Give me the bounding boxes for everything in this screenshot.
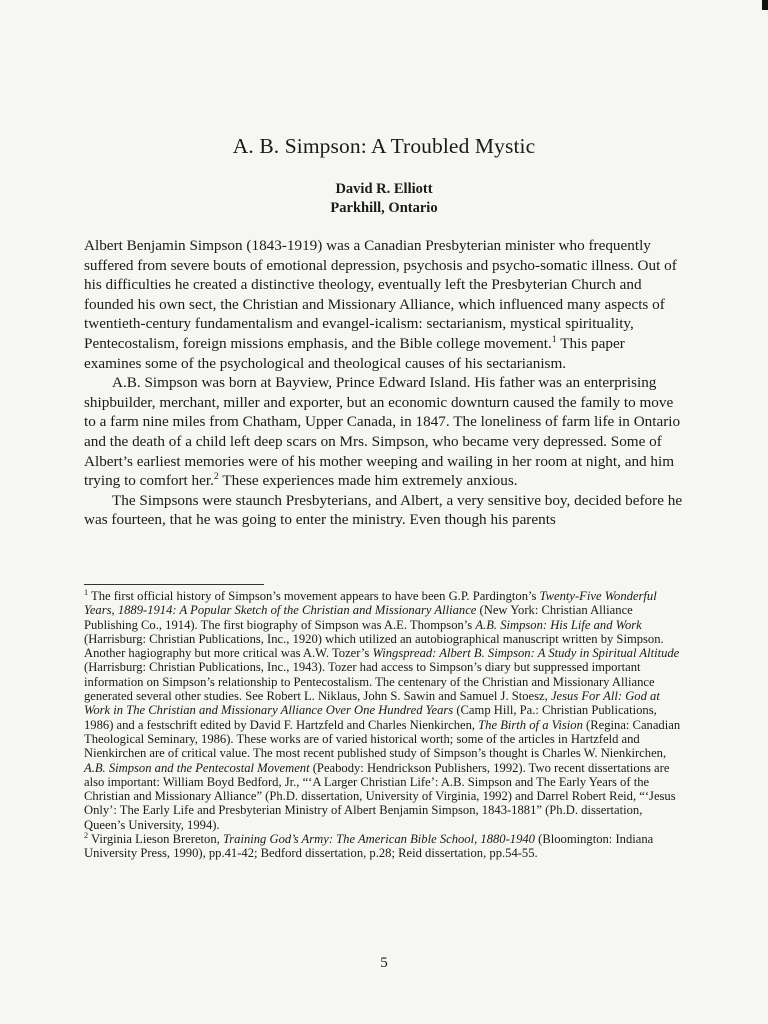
footnote-1-title: Jesus For All: God at Work in The Christian and Missionary Alliance Over One Hundred Years xyxy=(84,689,660,718)
scan-corner-mark xyxy=(762,0,768,10)
footnote-1 xyxy=(84,589,684,832)
body-paragraph-2-text: A.B. Simpson was born at Bayview, Prince Edward Island. His father was an enterprising shipbuilder, merchant, miller and exporter, but an economic downturn caused the family to move to a farm nine miles from Chatham, Upper Canada, in 1847. The loneliness of farm life in Ontario and the death of a child left deep scars on Mrs. Simpson, who became very depressed. Some of Albert’s earliest memories were of his mother weeping and wailing in her room at night, and him trying to comfort her. xyxy=(84,374,681,490)
footnote-ref-1: 1 xyxy=(551,333,557,345)
article-title: A. B. Simpson: A Troubled Mystic xyxy=(232,134,536,158)
author-name: David R. Elliott xyxy=(335,181,433,197)
footnote-1-title: A.B. Simpson and the Pentecostal Movement xyxy=(84,760,310,775)
footnote-ref-2: 2 xyxy=(213,471,219,483)
footnote-divider xyxy=(84,584,264,585)
footnote-1-title: A.B. Simpson: His Life and Work xyxy=(475,617,642,632)
footnote-1-text: (Harrisburg: Christian Publications, Inc., 1920) which utilized an autobiographical manuscript written by Simpson. Another hagiography but more critical was A.W. Tozer’s xyxy=(84,631,664,661)
footnote-1-text: (New York: Christian Alliance Publishing Co., 1914). The first biography of Simpson was A.E. Thompson’s xyxy=(84,603,633,632)
body-paragraph-1-end: This paper examines some of the psychological and theological causes of his sectarianism. xyxy=(84,334,625,372)
body-paragraph-2 xyxy=(84,373,684,491)
footnotes xyxy=(84,589,684,861)
footnote-2 xyxy=(84,832,684,861)
footnote-1-number: 1 xyxy=(84,587,89,597)
footnote-2-text: (Bloomington: Indiana University Press, 1990), pp.41-42; Bedford dissertation, p.28; Reid dissertation, pp.54-55. xyxy=(84,832,654,861)
footnote-2-number: 2 xyxy=(84,830,89,840)
footnote-1-text: The first official history of Simpson’s movement appears to have been G.P. Pardington’s xyxy=(88,589,540,603)
footnote-1-text: (Peabody: Hendrickson Publishers, 1992). Two recent dissertations are also important: William Boyd Bedford, Jr., “‘A Larger Christian Life’: A.B. Simpson and The Early Years of the Christian and Missionary Alliance” (Ph.D. dissertation, University of Virginia, 1992) and Darrel Robert Reid, “‘Jesus Only’: The Early Life and Presbyterian Ministry of Albert Benjamin Simpson, 1843-1881” (Ph.D. dissertation, Queen’s University, 1994). xyxy=(84,760,676,832)
author-block xyxy=(0,180,768,217)
body-paragraph-1-text: Albert Benjamin Simpson (1843-1919) was a Canadian Presbyterian minister who frequently suffered from severe bouts of emotional depression, psychosis and psycho-somatic illness. Out of his difficulties he created a distinctive theology, eventually left the Presbyterian Church and founded his own sect, the Christian and Missionary Alliance, which influenced many aspects of twentieth-century fundamentalism and evangel-icalism: sectarianism, mystical spirituality, Pentecostalism, foreign missions emphasis, and the Bible college movement. xyxy=(84,237,677,352)
footnote-2-title: Training God’s Army: The American Bible School, 1880-1940 xyxy=(222,832,535,847)
body-paragraph-2-end: These experiences made him extremely anxious. xyxy=(218,472,518,490)
author-affiliation: Parkhill, Ontario xyxy=(330,199,438,216)
footnote-1-text: (Camp Hill, Pa.: Christian Publications, 1986) and a festschrift edited by David F. Hartzfeld and Charles Nienkirchen, xyxy=(84,703,657,732)
footnote-1-title: Twenty-Five Wonderful Years, 1889-1914: A Popular Sketch of the Christian and Missionary Alliance xyxy=(84,589,657,618)
footnote-1-text: (Regina: Canadian Theological Seminary, 1986). These works are of varied historical worth; some of the articles in Hartzfeld and Nienkirchen are of critical value. The most recent published study of Simpson’s thought is Charles W. Nienkirchen, xyxy=(84,717,681,761)
footnote-1-title: Wingspread: Albert B. Simpson: A Study in Spiritual Altitude xyxy=(372,646,680,661)
footnote-1-title: The Birth of a Vision xyxy=(478,717,583,732)
article-body xyxy=(84,236,684,530)
footnote-1-text: (Harrisburg: Christian Publications, Inc., 1943). Tozer had access to Simpson’s diary but suppressed important information on Simpson’s relationship to Pentecostalism. The centenary of the Christian and Missionary Alliance generated several other studies. See Robert L. Niklaus, John S. Sawin and Samuel J. Stoesz, xyxy=(84,660,655,704)
page-number: 5 xyxy=(380,955,388,971)
body-paragraph-1 xyxy=(84,236,684,373)
footnote-2-text: Virginia Lieson Brereton, xyxy=(88,832,223,847)
body-paragraph-3: The Simpsons were staunch Presbyterians, and Albert, a very sensitive boy, decided before he was fourteen, that he was going to enter the ministry. Even though his parents xyxy=(84,491,683,529)
